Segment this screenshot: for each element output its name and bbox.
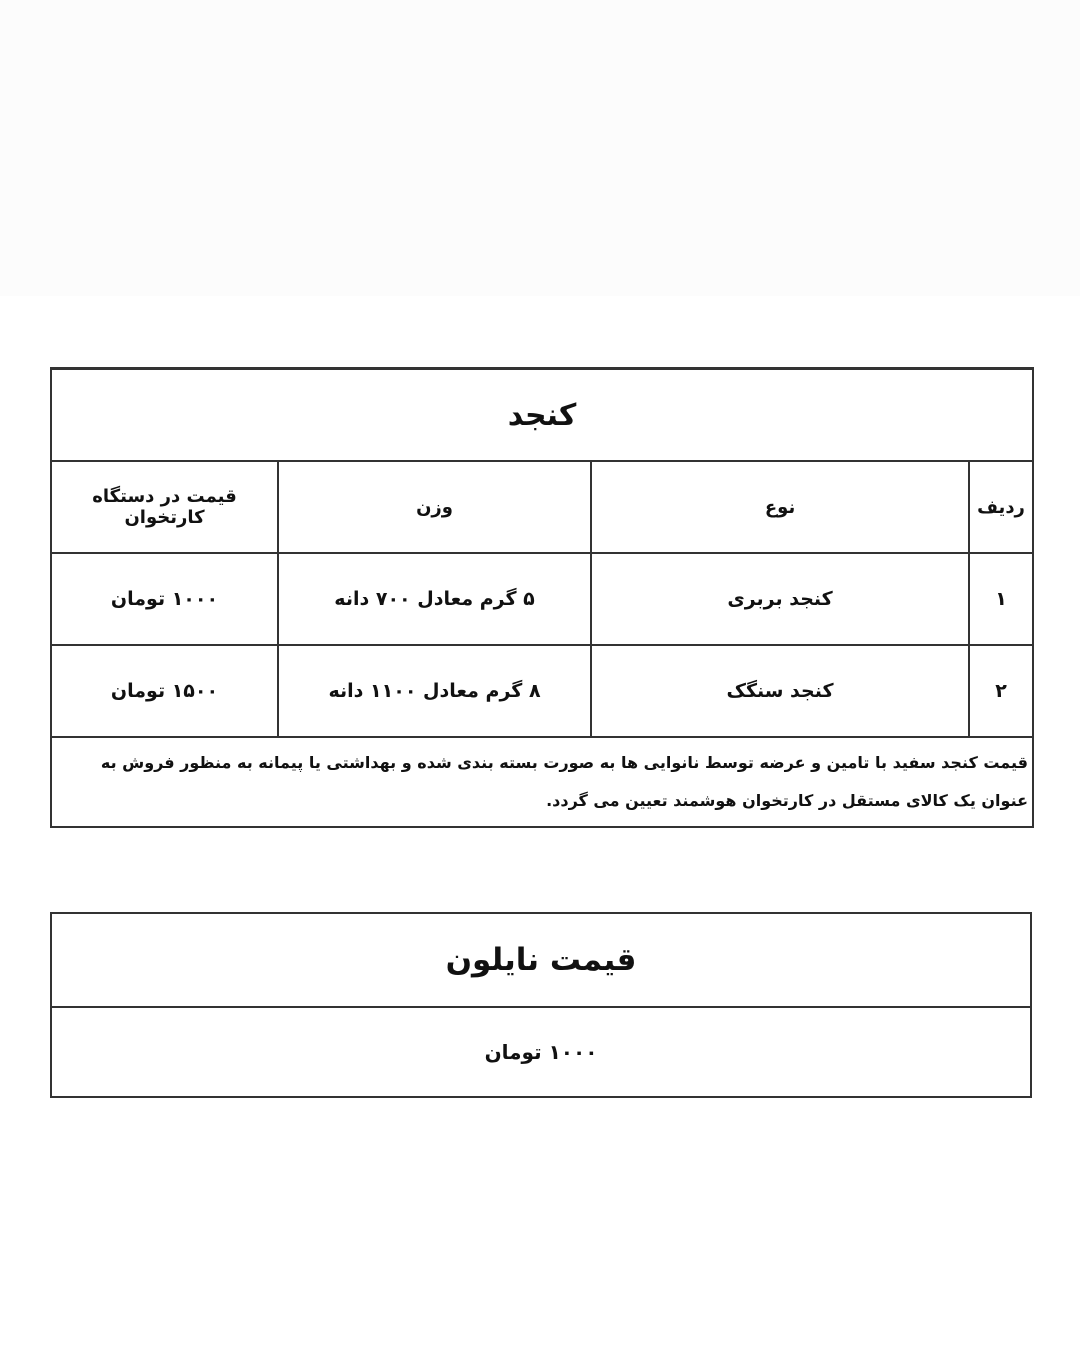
row-number-cell: ۲ [969,645,1033,737]
type-cell: کنجد بربری [591,553,969,645]
table-title-row [51,369,1033,462]
table-row [51,553,1033,645]
price-cell: ۱۰۰۰ تومان [51,553,278,645]
sesame-price-table [50,367,1034,828]
nylon-price: ۱۰۰۰ تومان [484,1040,598,1064]
header-weight: وزن [278,461,591,553]
table-note: قیمت کنجد سفید با تامین و عرضه توسط نانوایی ها به صورت بسته بندی شده و بهداشتی یا پیمانه به منظور فروش به عنوان یک کالای مستقل در کارتخوان هوشمند تعیین می گردد. [100,753,1029,810]
type-cell: کنجد سنگک [591,645,969,737]
table-row [51,645,1033,737]
table-note-row [51,737,1033,827]
header-price: قیمت در دستگاه کارتخوان [51,461,278,553]
row-number-cell: ۱ [969,553,1033,645]
header-type: نوع [591,461,969,553]
price-cell: ۱۵۰۰ تومان [51,645,278,737]
nylon-price-box [50,912,1032,1098]
header-row-number: ردیف [969,461,1033,553]
table-title: کنجد [51,369,1033,462]
nylon-title: قیمت نایلون [52,914,1030,1008]
table-header-row [51,461,1033,553]
weight-cell: ۸ گرم معادل ۱۱۰۰ دانه [278,645,591,737]
top-blank-band [0,0,1080,296]
table-note-cell [51,737,1033,827]
weight-cell: ۵ گرم معادل ۷۰۰ دانه [278,553,591,645]
